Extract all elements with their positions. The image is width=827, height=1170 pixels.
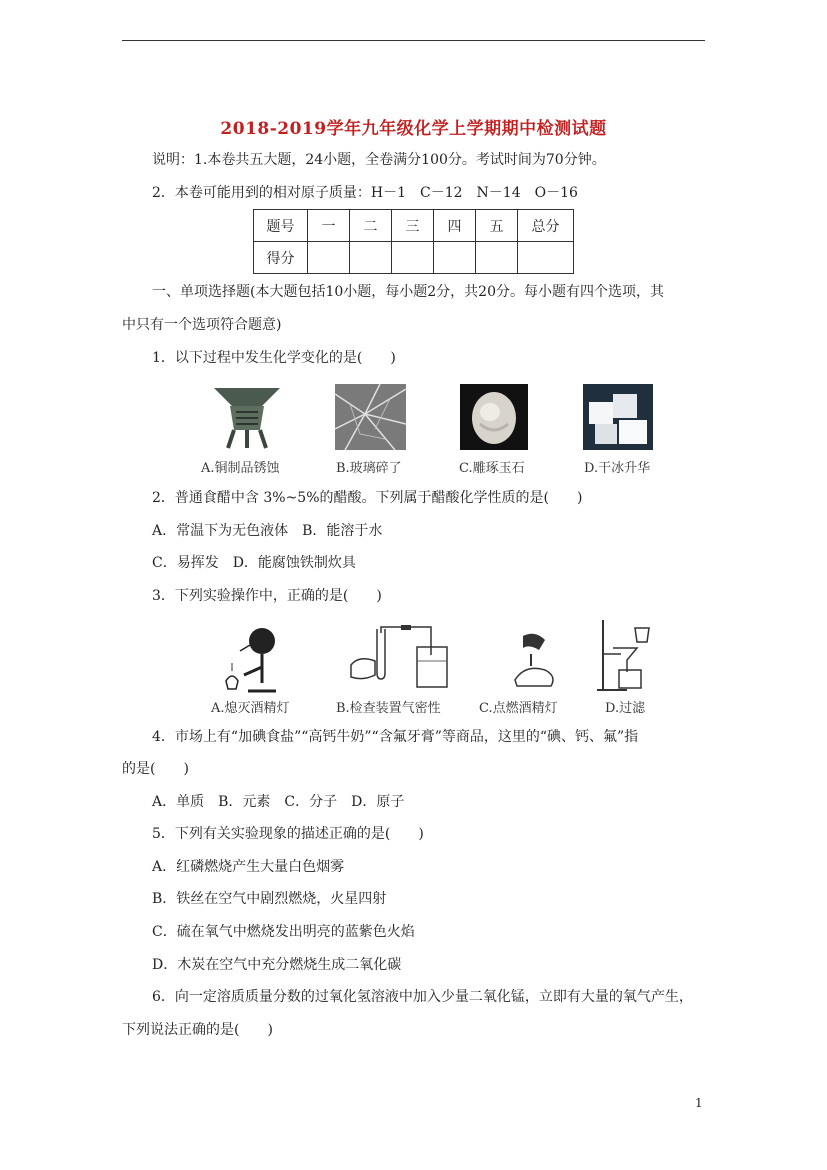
q5-option-c: C．硫在氧气中燃烧发出明亮的蓝紫色火焰 (152, 924, 415, 940)
score-input-cell[interactable] (476, 242, 518, 274)
q5-option-a: A．红磷燃烧产生大量白色烟雾 (152, 859, 345, 875)
q5-option-d: D．木炭在空气中充分燃烧生成二氧化碳 (152, 957, 402, 973)
table-cell: 二 (350, 210, 392, 242)
note-line-1: 说明：1.本卷共五大题，24小题，全卷满分100分。考试时间为70分钟。 (152, 152, 606, 168)
page-title: 2018-2019学年九年级化学上学期期中检测试题 (220, 119, 607, 139)
score-table (253, 209, 574, 274)
q6-line-1: 6．向一定溶质质量分数的过氧化氢溶液中加入少量二氧化锰，立即有大量的氧气产生， (152, 989, 693, 1005)
airtightness-apparatus-image (345, 625, 457, 695)
table-cell: 三 (392, 210, 434, 242)
section1-line-2: 中只有一个选项符合题意) (122, 317, 282, 333)
dry-ice-image (583, 384, 653, 450)
q1-caption-a: A.铜制品锈蚀 (201, 461, 280, 476)
q4-line-2: 的是( ) (122, 761, 189, 777)
q3-caption-d: D.过滤 (605, 701, 646, 716)
table-cell: 总分 (518, 210, 574, 242)
header-rule (122, 40, 705, 41)
q1-caption-d: D.干冰升华 (584, 461, 651, 476)
score-input-cell[interactable] (392, 242, 434, 274)
q5-stem: 5．下列有关实验现象的描述正确的是( ) (152, 826, 424, 842)
jade-carving-image (460, 384, 528, 450)
q2-options-cd: C．易挥发 D．能腐蚀铁制炊具 (152, 555, 356, 571)
table-cell: 四 (434, 210, 476, 242)
score-table-header-row (254, 210, 574, 242)
page-number: 1 (695, 1096, 703, 1110)
score-input-cell[interactable] (434, 242, 476, 274)
q5-option-b: B．铁丝在空气中剧烈燃烧，火星四射 (152, 891, 387, 907)
table-cell: 题号 (254, 210, 308, 242)
q3-caption-b: B.检查装置气密性 (336, 701, 441, 716)
table-cell: 五 (476, 210, 518, 242)
light-lamp-image (505, 630, 565, 690)
broken-glass-image (335, 384, 406, 450)
q1-caption-b: B.玻璃碎了 (336, 461, 402, 476)
score-input-cell[interactable] (350, 242, 392, 274)
q4-options: A．单质 B．元素 C．分子 D．原子 (152, 794, 405, 810)
extinguish-lamp-image (218, 623, 290, 693)
table-cell: 一 (308, 210, 350, 242)
score-input-cell[interactable] (518, 242, 574, 274)
q6-line-2: 下列说法正确的是( ) (122, 1022, 273, 1038)
q1-caption-c: C.雕琢玉石 (459, 461, 525, 476)
bronze-vessel-image (210, 384, 284, 450)
q3-caption-c: C.点燃酒精灯 (479, 701, 558, 716)
section1-line-1: 一、单项选择题(本大题包括10小题，每小题2分，共20分。每小题有四个选项，其 (152, 284, 664, 300)
score-table-score-row (254, 242, 574, 274)
note-line-2: 2．本卷可能用到的相对原子质量：H－1 C－12 N－14 O－16 (152, 185, 578, 201)
filtration-apparatus-image (597, 620, 655, 694)
q4-line-1: 4．市场上有“加碘食盐”“高钙牛奶”“含氟牙膏”等商品，这里的“碘、钙、氟”指 (152, 729, 639, 745)
table-cell: 得分 (254, 242, 308, 274)
q2-options-ab: A．常温下为无色液体 B．能溶于水 (152, 523, 383, 539)
q2-stem: 2．普通食醋中含 3%~5%的醋酸。下列属于醋酸化学性质的是( ) (152, 490, 583, 506)
q3-caption-a: A.熄灭酒精灯 (211, 701, 290, 716)
q1-stem: 1．以下过程中发生化学变化的是( ) (152, 350, 396, 366)
q3-stem: 3．下列实验操作中，正确的是( ) (152, 588, 382, 604)
score-input-cell[interactable] (308, 242, 350, 274)
